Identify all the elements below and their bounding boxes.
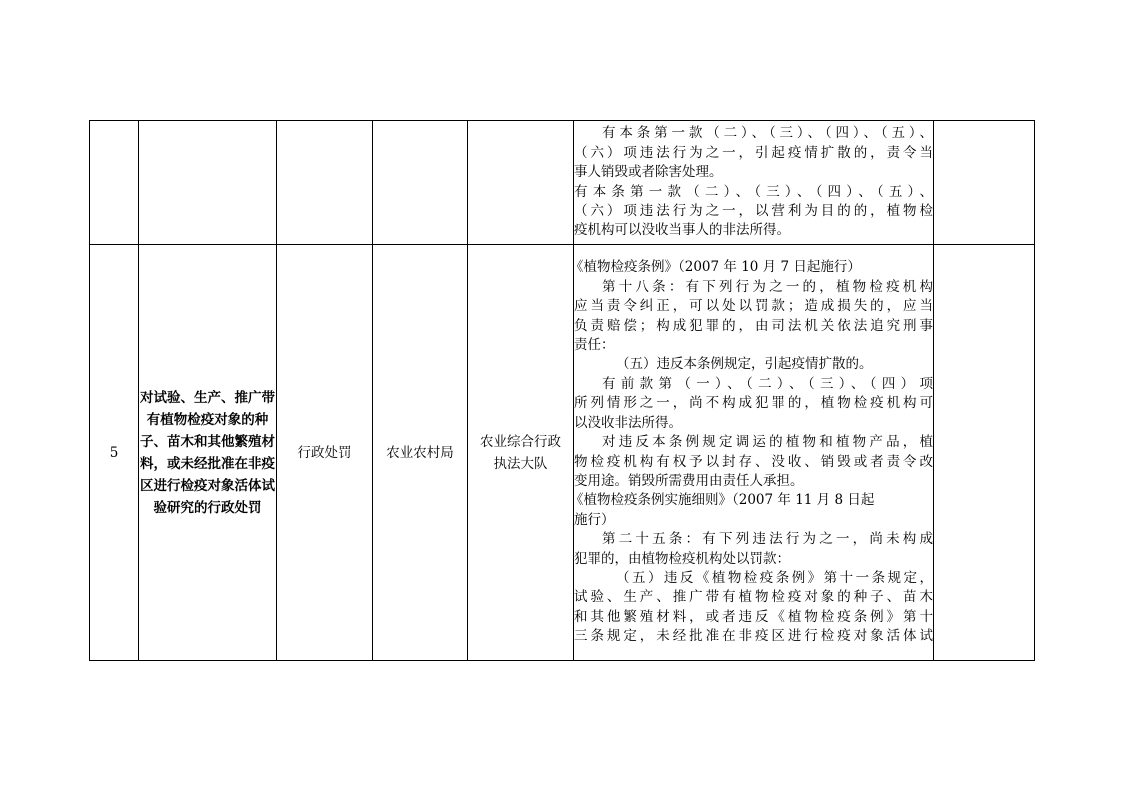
basis-line: 《植物检疫条例实施细则》（2007 年 11 月 8 日起 [570,492,875,509]
basis-line: （五）违反本条例规定，引起疫情扩散的。 [616,356,873,373]
basis-line: 事人销毁或者除害处理。 [574,164,723,181]
legal-basis-cell [570,245,934,661]
remarks-cell-empty [934,121,1035,245]
basis-line: 施行） [574,511,615,528]
basis-line: 《植物检疫条例》（2007 年 10 月 7 日起施行） [570,259,861,276]
basis-line: （六）项违法行为之一，引起疫情扩散的，责令当 [574,144,933,161]
basis-line: 以没收非法所得。 [574,414,682,431]
department-cell-empty [373,121,468,245]
executor: 农业综合行政执法大队 [468,245,574,661]
department: 农业农村局 [373,245,468,661]
table-row-continuation [90,121,1035,245]
basis-line: 有本条第一款（二）、（三）、（四）、（五）、 [602,125,933,142]
basis-line: （五）违反《植物检疫条例》第十一条规定， [616,569,933,586]
basis-line: 和其他繁殖材料，或者违反《植物检疫条例》第十 [574,608,933,625]
number-cell-empty [90,121,139,245]
basis-line: 应当责令纠正，可以处以罚款；造成损失的，应当 [574,298,933,315]
basis-line: 对违反本条例规定调运的植物和植物产品，植 [602,434,933,451]
remarks-cell-empty [934,245,1035,661]
legal-basis-cell [574,121,934,245]
basis-line: 三条规定，未经批准在非疫区进行检疫对象活体试 [574,628,933,645]
basis-line: 有前款第（一）、（二）、（三）、（四）项 [602,375,933,392]
basis-line: 第二十五条：有下列违法行为之一，尚未构成 [602,531,933,548]
category-cell-empty [277,121,373,245]
basis-line: （六）项违法行为之一，以营利为目的的，植物检 [574,202,933,219]
item-name-cell-empty [139,121,277,245]
row-number: 5 [90,245,139,661]
item-name: 对试验、生产、推广带有植物检疫对象的种子、苗木和其他繁殖材料，或未经批准在非疫区进行检疫对象活体试验研究的行政处罚 [139,245,277,661]
basis-line: 物检疫机构有权予以封存、没收、销毁或者责令改 [574,453,933,470]
category: 行政处罚 [277,245,373,661]
executor-cell-empty [468,121,574,245]
basis-line: 试验、生产、推广带有植物检疫对象的种子、苗木 [574,589,933,606]
basis-line: 疫机构可以没收当事人的非法所得。 [574,222,790,239]
basis-line: 所列情形之一，尚不构成犯罪的，植物检疫机构可 [574,395,933,412]
basis-line: 变用途。销毁所需费用由责任人承担。 [574,472,804,489]
basis-line: 负责赔偿；构成犯罪的，由司法机关依法追究刑事 [574,317,933,334]
basis-line: 责任： [574,337,615,354]
regulation-table [89,120,1035,661]
table-row [90,245,1035,661]
basis-line: 第十八条：有下列行为之一的，植物检疫机构 [602,278,933,295]
basis-line: 有本条第一款（二）、（三）、（四）、（五）、 [574,183,933,200]
basis-line: 犯罪的，由植物检疫机构处以罚款： [574,550,790,567]
